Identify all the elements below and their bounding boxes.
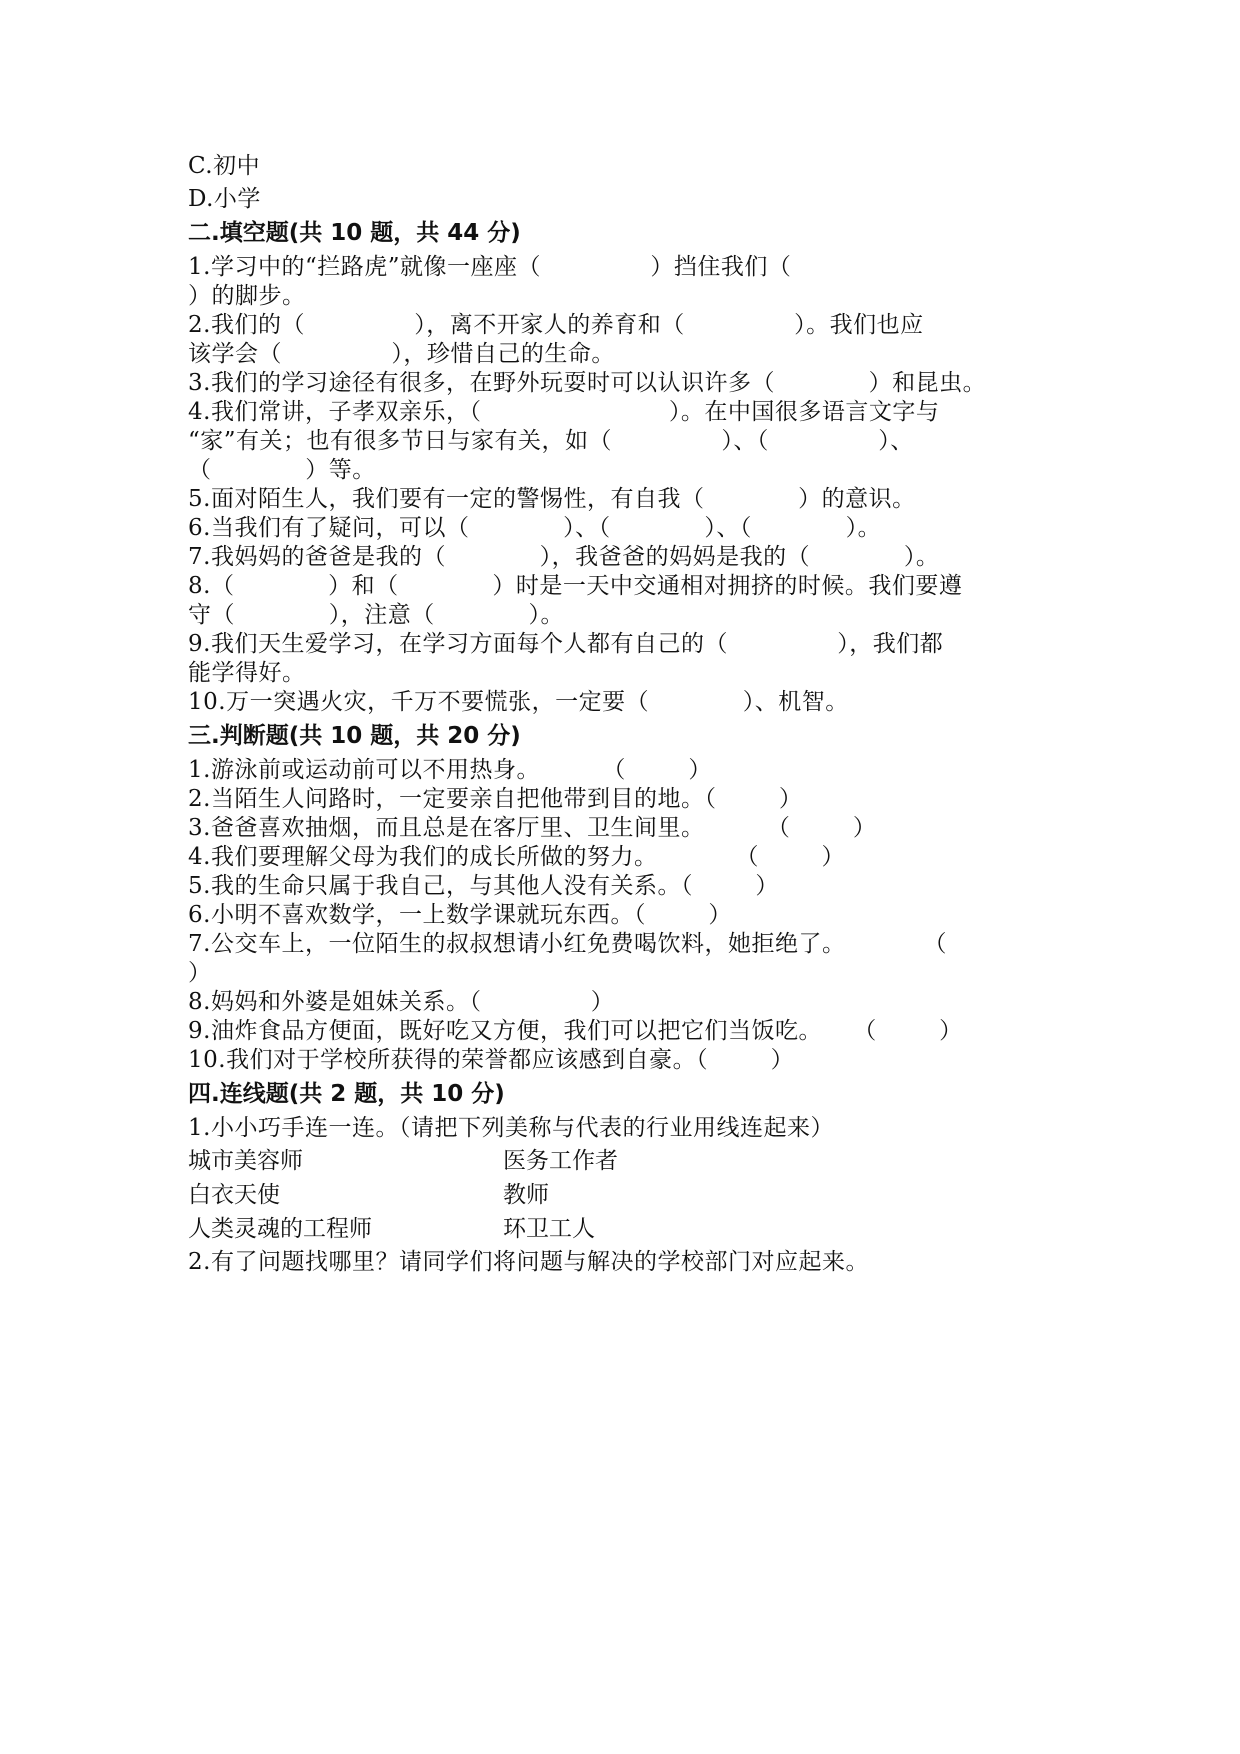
fill-blank-line: 6.当我们有了疑问，可以（ ）、（ ）、（ ）。 [188,515,882,541]
matching-right-item: 环卫工人 [503,1216,595,1242]
fill-blank-line: 4.我们常讲，子孝双亲乐，（ ）。在中国很多语言文字与 [188,399,940,425]
true-false-line: 7.公交车上，一位陌生的叔叔想请小红免费喝饮料，她拒绝了。 （ [188,931,948,957]
matching-left-item: 人类灵魂的工程师 [188,1216,372,1242]
fill-blank-line: 9.我们天生爱学习，在学习方面每个人都有自己的（ ），我们都 [188,631,944,657]
true-false-line: 6.小明不喜欢数学，一上数学课就玩东西。（ ） [188,902,732,928]
matching-right-item: 医务工作者 [503,1148,618,1174]
fill-blank-line: ）的脚步。 [188,283,306,309]
fill-blank-line: 守（ ），注意（ ）。 [188,602,564,628]
true-false-line: 8.妈妈和外婆是姐妹关系。（ ） [188,989,615,1015]
fill-blank-line: 8.（ ）和（ ）时是一天中交通相对拥挤的时候。我们要遵 [188,573,963,599]
matching-left-item: 白衣天使 [188,1182,280,1208]
option-c: C.初中 [188,153,261,179]
true-false-line: 2.当陌生人问路时，一定要亲自把他带到目的地。（ ） [188,786,803,812]
matching-right-item: 教师 [503,1182,549,1208]
true-false-line: ） [188,960,212,986]
true-false-line: 9.油炸食品方便面，既好吃又方便，我们可以把它们当饭吃。 （ ） [188,1018,963,1044]
fill-blank-line: “家”有关；也有很多节日与家有关，如（ ）、（ ）、 [188,428,914,454]
matching-question: 1.小小巧手连一连。（请把下列美称与代表的行业用线连起来） [188,1115,834,1141]
fill-blank-line: 5.面对陌生人，我们要有一定的警惕性，有自我（ ）的意识。 [188,486,916,512]
matching-left-item: 城市美容师 [188,1148,303,1174]
section-heading-fill-blank: 二.填空题(共 10 题，共 44 分) [188,220,521,246]
fill-blank-line: 7.我妈妈的爸爸是我的（ ），我爸爸的妈妈是我的（ ）。 [188,544,940,570]
fill-blank-line: 3.我们的学习途径有很多，在野外玩耍时可以认识许多（ ）和昆虫。 [188,370,987,396]
fill-blank-line: 能学得好。 [188,660,306,686]
true-false-line: 4.我们要理解父母为我们的成长所做的努力。 （ ） [188,844,846,870]
matching-question: 2.有了问题找哪里？请同学们将问题与解决的学校部门对应起来。 [188,1249,869,1275]
fill-blank-line: 1.学习中的“拦路虎”就像一座座（ ）挡住我们（ [188,254,792,280]
fill-blank-line: （ ）等。 [188,457,376,483]
fill-blank-line: 该学会（ ），珍惜自己的生命。 [188,341,615,367]
true-false-line: 1.游泳前或运动前可以不用热身。 （ ） [188,757,712,783]
section-heading-matching: 四.连线题(共 2 题，共 10 分) [188,1081,505,1107]
fill-blank-line: 2.我们的（ ），离不开家人的养育和（ ）。我们也应 [188,312,924,338]
section-heading-true-false: 三.判断题(共 10 题，共 20 分) [188,723,521,749]
option-d: D.小学 [188,186,261,212]
fill-blank-line: 10.万一突遇火灾，千万不要慌张，一定要（ ）、机智。 [188,689,849,715]
true-false-line: 3.爸爸喜欢抽烟，而且总是在客厅里、卫生间里。 （ ） [188,815,877,841]
true-false-line: 10.我们对于学校所获得的荣誉都应该感到自豪。（ ） [188,1047,795,1073]
true-false-line: 5.我的生命只属于我自己，与其他人没有关系。（ ） [188,873,779,899]
